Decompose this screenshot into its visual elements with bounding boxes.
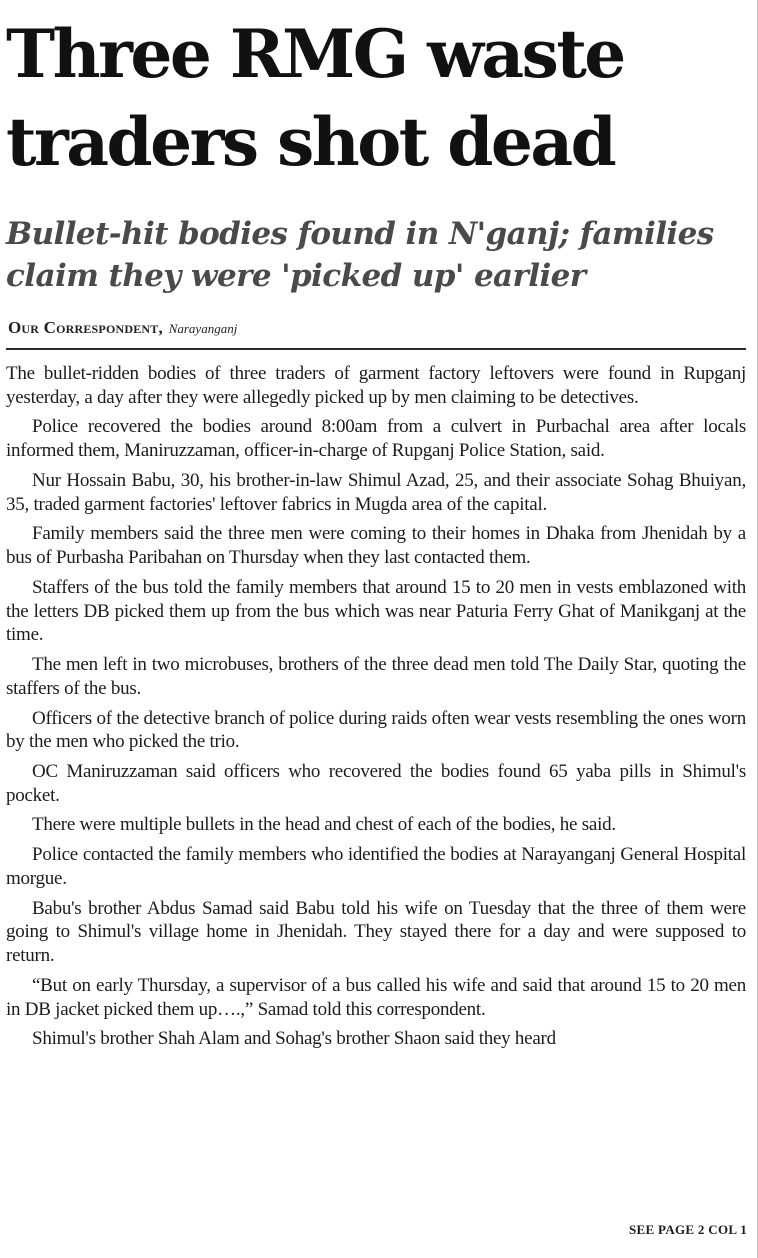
article-paragraph: Police contacted the family members who identified the bodies at Narayanganj General Hospital morgue. [6, 844, 746, 889]
article-paragraph: Officers of the detective branch of police during raids often wear vests resembling the ones worn by the men who picked the trio. [6, 707, 746, 753]
article-paragraph: OC Maniruzzaman said officers who recovered the bodies found 65 yaba pills in Shimul's pocket. [6, 760, 746, 806]
article-paragraph: The bullet-ridden bodies of three traders of garment factory leftovers were found in Rupganj yesterday, a day after they were allegedly picked up by men claiming to be detectives. [6, 363, 746, 408]
headline: Three RMG waste traders shot dead [6, 15, 624, 181]
byline-location: Narayanganj [168, 321, 238, 336]
continuation-jump: SEE PAGE 2 COL 1 [629, 1222, 747, 1237]
article-paragraph: The men left in two microbuses, brothers of the three dead men told The Daily Star, quoting the staffers of the bus. [6, 654, 746, 699]
article-paragraph: Shimul's brother Shah Alam and Sohag's brother Shaon said they heard [32, 1028, 556, 1050]
article-paragraph: “But on early Thursday, a supervisor of a bus called his wife and said that around 15 to 20 men in DB jacket picked them up….,” Samad told this correspondent. [6, 974, 746, 1020]
byline-author: Our Correspondent, [8, 318, 163, 337]
subheadline: Bullet-hit bodies found in N'ganj; families claim they were 'picked up' earlier [6, 216, 714, 294]
article-paragraph: There were multiple bullets in the head and chest of each of the bodies, he said. [32, 814, 616, 836]
article-paragraph: Family members said the three men were coming to their homes in Dhaka from Jhenidah by a bus of Purbasha Paribahan on Thursday when they last contacted them. [6, 523, 746, 569]
byline [8, 318, 748, 339]
article-paragraph: Babu's brother Abdus Samad said Babu told his wife on Tuesday that the three of them were going to Shimul's village home in Jhenidah. They stayed there for a day and were supposed to return. [6, 897, 746, 967]
article-paragraph: Staffers of the bus told the family members that around 15 to 20 men in vests emblazoned with the letters DB picked them up from the bus which was near Paturia Ferry Ghat of Manikganj at the time. [6, 576, 746, 646]
byline-divider [6, 348, 746, 350]
article-body [6, 362, 746, 1057]
article-paragraph: Nur Hossain Babu, 30, his brother-in-law Shimul Azad, 25, and their associate Sohag Bhuiyan, 35, traded garment factories' leftover fabrics in Mugda area of the capital. [6, 469, 746, 515]
article-paragraph: Police recovered the bodies around 8:00am from a culvert in Purbachal area after locals informed them, Maniruzzaman, officer-in-charge of Rupganj Police Station, said. [6, 416, 746, 462]
